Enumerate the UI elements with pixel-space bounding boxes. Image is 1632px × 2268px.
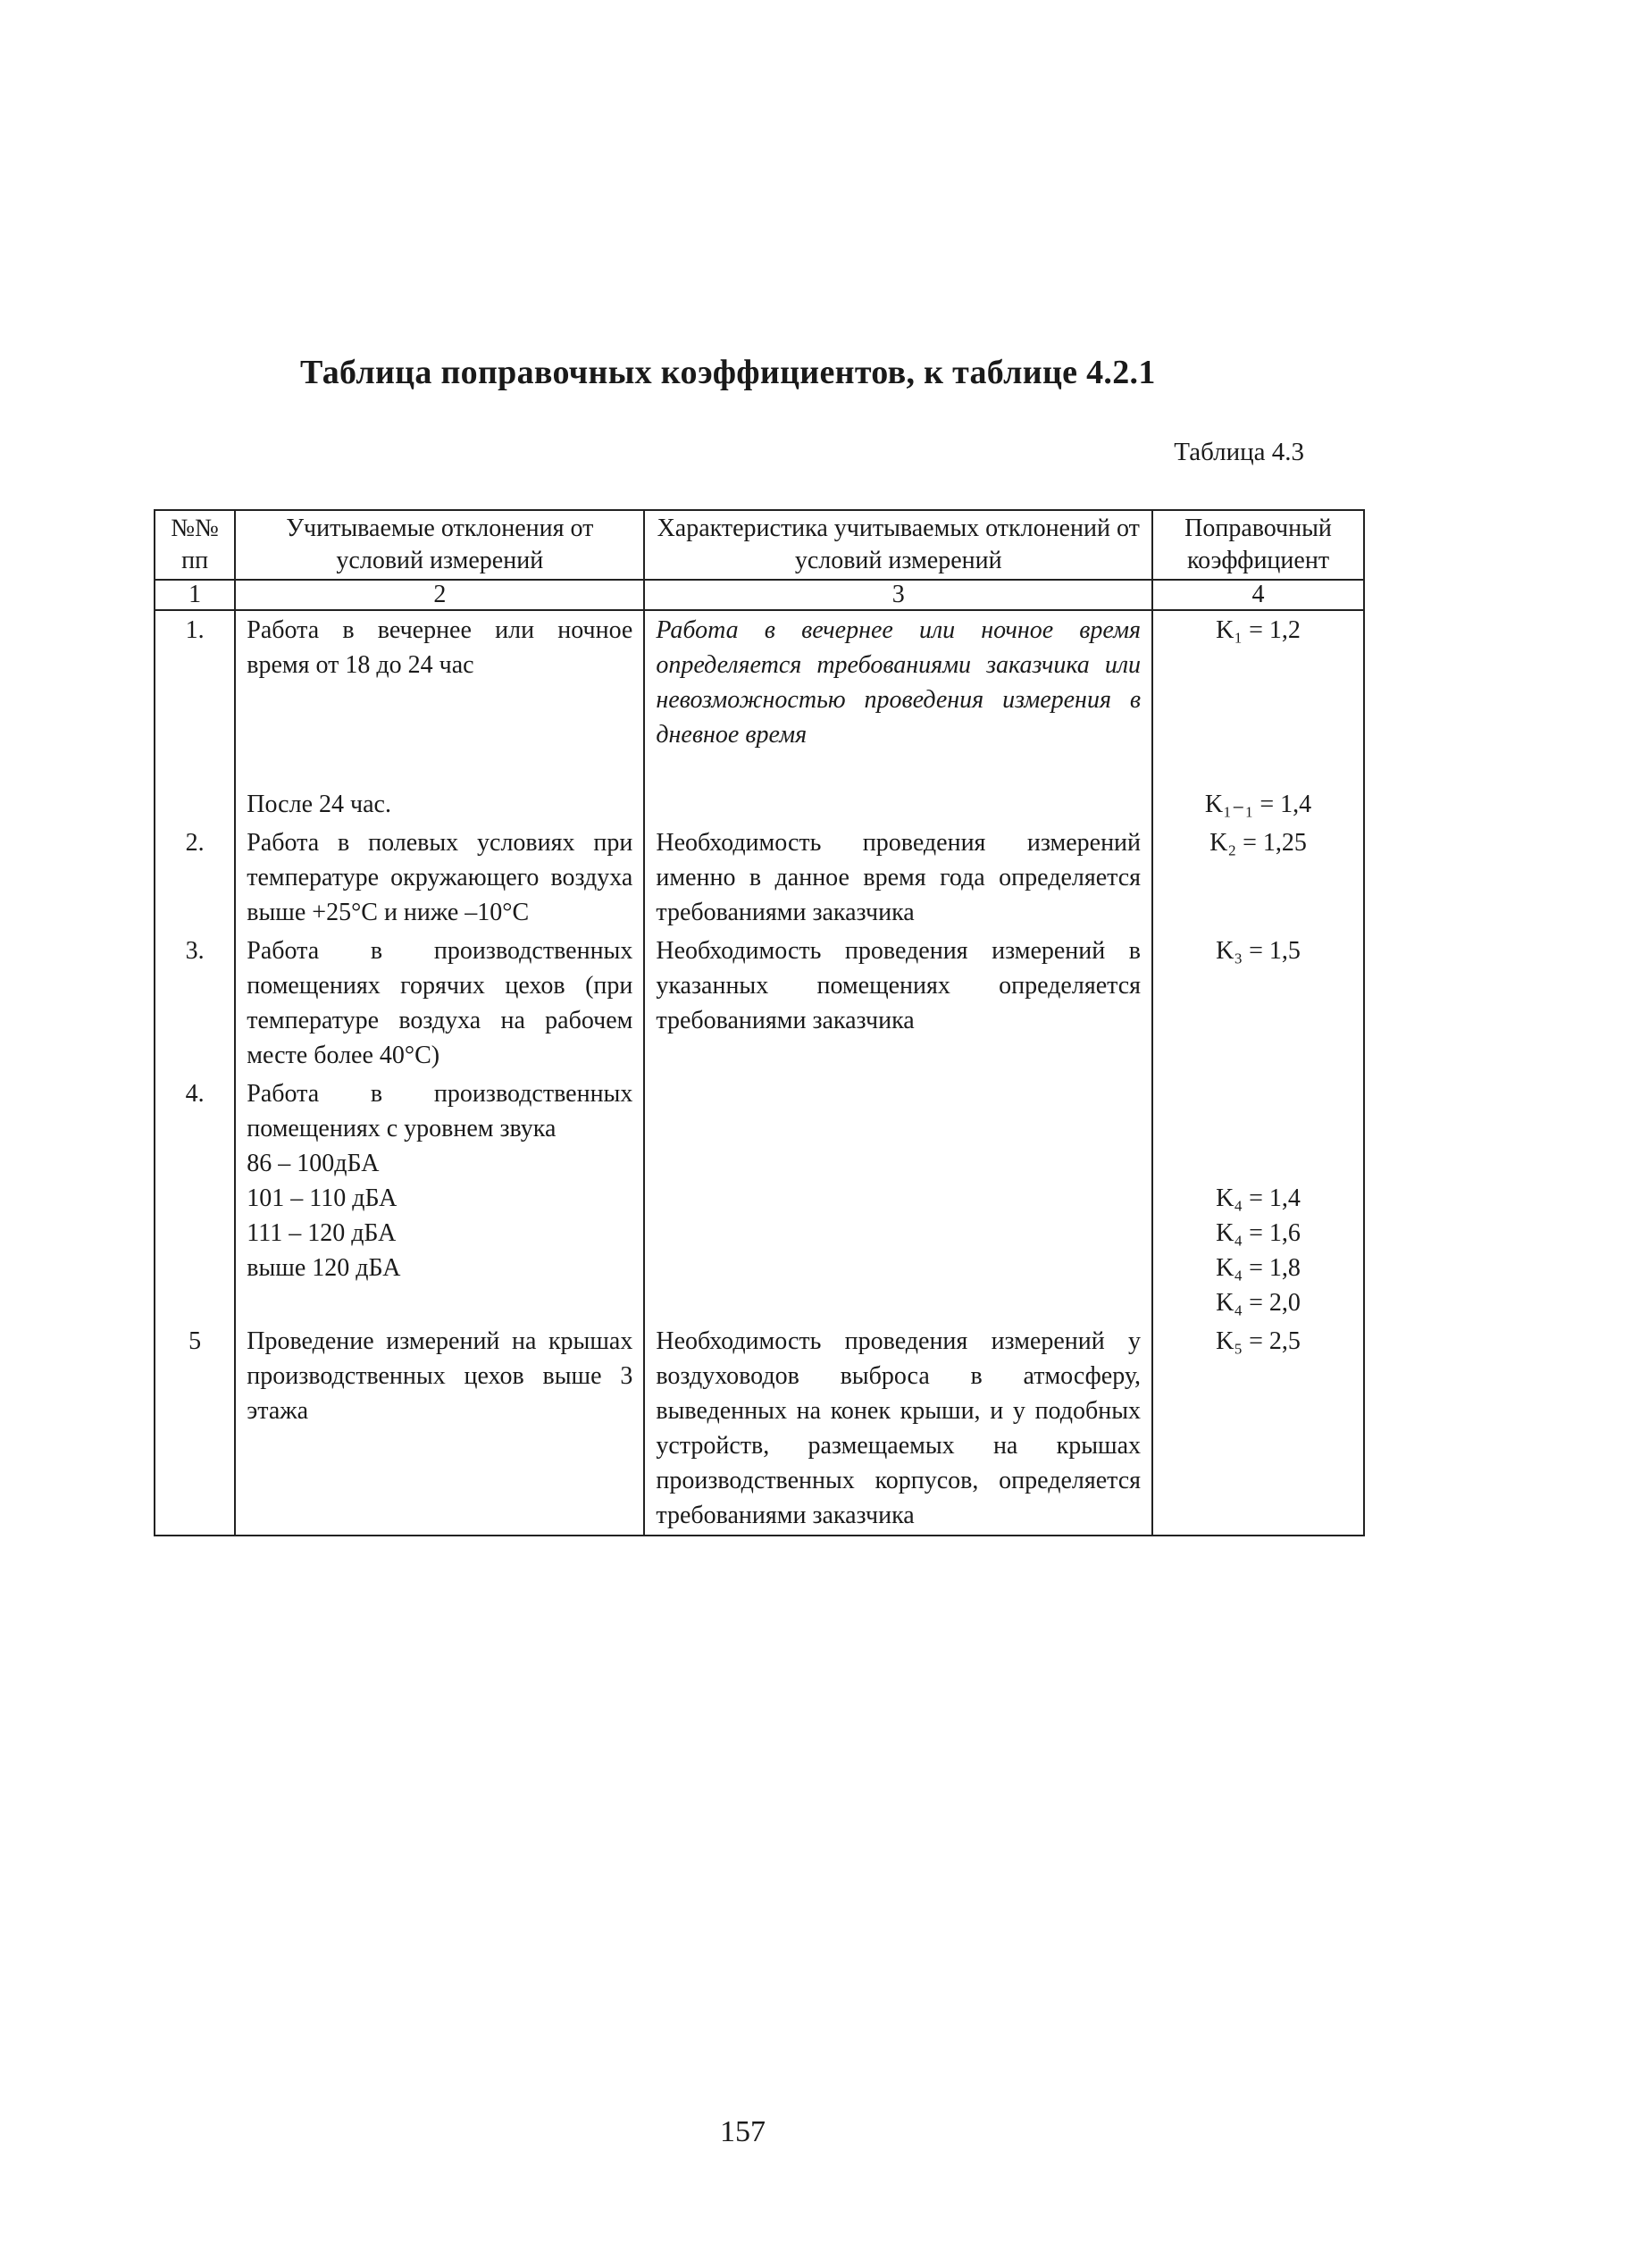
coefficient-value: K₄ = 2,0: [1216, 1289, 1301, 1317]
sound-level: 86 – 100дБА: [247, 1150, 380, 1177]
table-row: [155, 1322, 1364, 1536]
table-row: [155, 610, 1364, 824]
header-characteristic: Характеристика учитываемых отклонений от условий измерений: [644, 510, 1152, 580]
characteristic-text: Необходимость проведения измерений именно в данное время года определяется требованиями заказчика: [644, 824, 1152, 932]
deviation-text: Работа в полевых условиях при температуре окружающего воздуха выше +25°С и ниже –10°С: [235, 824, 644, 932]
header-coefficient: Поправочный коэффициент: [1152, 510, 1364, 580]
deviation-text-after-24: После 24 час.: [247, 791, 391, 818]
sound-level: 111 – 120 дБА: [247, 1219, 397, 1247]
deviation-text: Проведение измерений на крышах производственных цехов выше 3 этажа: [235, 1322, 644, 1536]
table-header-row: [155, 510, 1364, 580]
coefficient-value: K₁₋₁ = 1,4: [1204, 791, 1312, 818]
column-number: 4: [1152, 580, 1364, 610]
sound-level: 101 – 110 дБА: [247, 1184, 398, 1212]
coefficient-cell: [1152, 1075, 1364, 1322]
sound-level: выше 120 дБА: [247, 1254, 401, 1282]
deviation-cell: [235, 1075, 644, 1322]
header-number: №№ пп: [155, 510, 235, 580]
coefficient-table: [154, 509, 1365, 1536]
coefficient-value: K₃ = 1,5: [1152, 932, 1364, 1075]
table-row: [155, 1075, 1364, 1322]
page-number: 157: [720, 2115, 766, 2148]
coefficient-value: K₂ = 1,25: [1152, 824, 1364, 932]
header-deviation: Учитываемые отклонения от условий измерений: [235, 510, 644, 580]
coefficient-value: K₅ = 2,5: [1152, 1322, 1364, 1536]
characteristic-text: Необходимость проведения измерений у воздуховодов выброса в атмосферу, выведенных на конек крыши, и у подобных устройств, размещаемых на крышах производственных корпусов, определяется требованиями заказчика: [644, 1322, 1152, 1536]
coefficient-cell: [1152, 610, 1364, 824]
row-number: 5: [155, 1322, 235, 1536]
deviation-text: Работа в производственных помещениях с уровнем звука: [247, 1080, 633, 1142]
coefficient-value: K₄ = 1,6: [1216, 1219, 1301, 1247]
row-number: 1.: [155, 610, 235, 824]
row-number: 4.: [155, 1075, 235, 1322]
deviation-text: Работа в вечернее или ночное время от 18 до 24 час: [247, 616, 633, 679]
coefficient-value: K₄ = 1,8: [1216, 1254, 1301, 1282]
row-number: 3.: [155, 932, 235, 1075]
table-caption: Таблица 4.3: [1174, 438, 1304, 466]
row-number: 2.: [155, 824, 235, 932]
column-number: 1: [155, 580, 235, 610]
table-row: [155, 932, 1364, 1075]
column-number: 2: [235, 580, 644, 610]
table-row: [155, 824, 1364, 932]
column-number: 3: [644, 580, 1152, 610]
characteristic-text: Работа в вечернее или ночное время определяется требованиями заказчика или невозможностью проведения измерения в дневное время: [656, 616, 1142, 749]
characteristic-text: Необходимость проведения измерений в указанных помещениях определяется требованиями заказчика: [644, 932, 1152, 1075]
deviation-cell: [235, 610, 644, 824]
deviation-text: Работа в производственных помещениях горячих цехов (при температуре воздуха на рабочем месте более 40°С): [235, 932, 644, 1075]
coefficient-value: K₄ = 1,4: [1216, 1184, 1301, 1212]
page-title: Таблица поправочных коэффициентов, к таблице 4.2.1: [300, 354, 1156, 391]
coefficient-value: K₁ = 1,2: [1216, 616, 1301, 644]
characteristic-text: [644, 1075, 1152, 1322]
characteristic-cell: [644, 610, 1152, 824]
column-number-row: [155, 580, 1364, 610]
